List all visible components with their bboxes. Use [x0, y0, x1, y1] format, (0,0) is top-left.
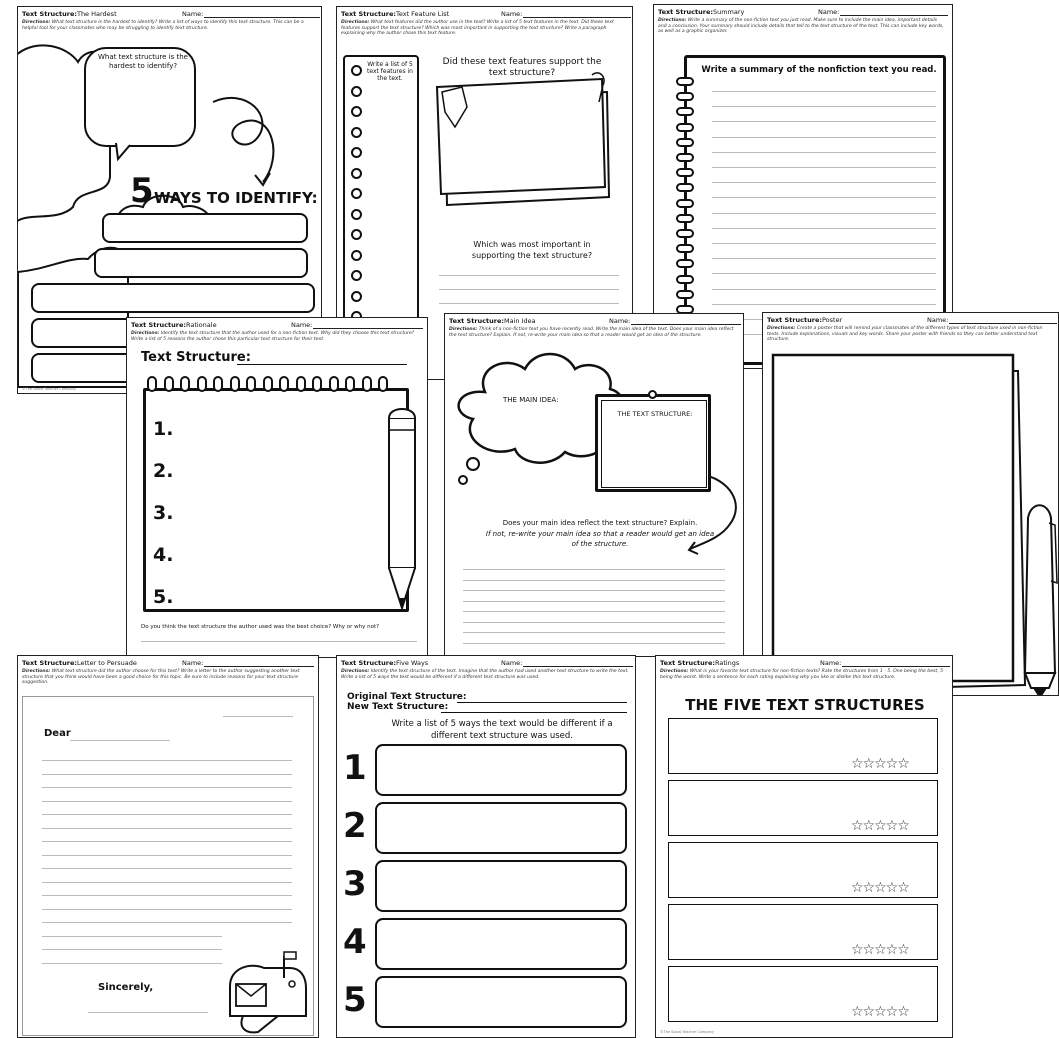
answer-line[interactable] — [439, 303, 619, 304]
directions: Directions: Write a summary of the non-fiction text you just read. Make sure to include the main idea, important details and a conclusion. Your summary should include details that tell to the text structure of the text. This can include key words, as well as a graphic organizer. — [658, 18, 944, 35]
worksheet-subtitle: Five Ways — [395, 659, 429, 667]
spiral-coil-icon — [676, 168, 694, 177]
row-number: 4 — [343, 922, 367, 962]
spiral-coil-icon — [676, 244, 694, 253]
new-structure-line[interactable] — [441, 712, 627, 713]
worksheet-header — [658, 8, 948, 16]
spiral-coil-icon — [676, 229, 694, 238]
answer-box[interactable] — [375, 744, 627, 796]
five-ways-prompt: Write a list of 5 ways the text would be different if a different text structure was used. — [391, 719, 613, 741]
directions: Directions: Think of a non-fiction text you have recently read. Write the main idea of the text. Does your main idea reflect the text structure? Explain. If not, re-write your main idea so that a reader would get an idea of the structure. — [449, 327, 734, 338]
pencil-icon — [127, 318, 428, 658]
star-rating-icon[interactable]: ☆☆☆☆☆ — [851, 942, 909, 958]
star-rating-icon[interactable]: ☆☆☆☆☆ — [851, 1004, 909, 1020]
worksheet-header — [660, 659, 948, 667]
worksheet-subtitle: Main Idea — [503, 317, 536, 325]
answer-box[interactable] — [375, 860, 627, 912]
rationale-question: Do you think the text structure the author used was the best choice? Why or why not? — [141, 624, 380, 630]
answer-line[interactable] — [463, 569, 725, 570]
summary-line[interactable] — [712, 213, 936, 214]
main-idea-question: Does your main idea reflect the text structure? Explain. — [502, 519, 698, 527]
original-structure-line[interactable] — [457, 702, 627, 703]
summary-line[interactable] — [712, 182, 936, 183]
list-number: 5. — [153, 586, 174, 608]
row-number: 5 — [343, 980, 367, 1020]
new-structure-label: New Text Structure: — [347, 702, 449, 712]
answer-line[interactable] — [439, 275, 619, 276]
spiral-coil-icon — [676, 199, 694, 208]
worksheet-subtitle: Ratings — [714, 659, 740, 667]
answer-box[interactable] — [375, 802, 627, 854]
spiral-coil-icon — [676, 92, 694, 101]
ratings-heading: THE FIVE TEXT STRUCTURES — [685, 696, 925, 714]
worksheet-subtitle: Letter to Persuade — [76, 659, 137, 667]
answer-box[interactable] — [375, 918, 627, 970]
copyright-footer: ©The Social Teacher Company — [660, 1030, 714, 1034]
spiral-coil-icon — [676, 214, 694, 223]
worksheet-title: Text Structure: — [22, 659, 77, 667]
worksheet-main-idea — [444, 313, 744, 657]
list-number: 4. — [153, 544, 174, 566]
worksheet-subtitle: Text Feature List — [395, 10, 450, 18]
text-structure-label: THE TEXT STRUCTURE: — [617, 410, 693, 418]
spiral-coil-icon — [676, 123, 694, 132]
summary-line[interactable] — [712, 197, 936, 198]
name-line[interactable] — [842, 659, 950, 667]
list-number: 3. — [153, 502, 174, 524]
worksheet-title: Text Structure: — [22, 10, 77, 18]
ways-number: 5 — [130, 171, 154, 211]
feature-question-1: Did these text features support the text structure? — [442, 57, 602, 78]
name-line[interactable] — [523, 659, 633, 667]
summary-line[interactable] — [712, 243, 936, 244]
spiral-coil-icon — [676, 77, 694, 86]
worksheet-five-ways — [336, 655, 636, 1038]
worksheet-title: Text Structure: — [660, 659, 715, 667]
letter-greeting: Dear — [44, 728, 71, 739]
summary-prompt: Write a summary of the nonfiction text you read. — [701, 65, 937, 75]
worksheet-title: Text Structure: — [341, 10, 396, 18]
copyright-footer: ©The Social Teacher Company — [22, 387, 76, 391]
worksheet-poster — [762, 312, 1059, 696]
answer-box[interactable] — [375, 976, 627, 1028]
ways-heading: WAYS TO IDENTIFY: — [154, 189, 318, 207]
directions: Directions: What text features did the author use in the text? Write a list of 5 text features in the text. Did these text features support the text structure? Which was most important in supporting the text structure? Write a paragraph explaining why the author chose this text feature. — [341, 20, 614, 37]
answer-box-3[interactable] — [31, 283, 315, 313]
star-rating-icon[interactable]: ☆☆☆☆☆ — [851, 880, 909, 896]
star-rating-icon[interactable]: ☆☆☆☆☆ — [851, 818, 909, 834]
spiral-coil-icon — [676, 183, 694, 192]
summary-line[interactable] — [712, 228, 936, 229]
directions: Directions: Identify the text structure that the author used for a non-fiction text. Why did they choose this text structure? Write a list of 5 reasons the author chose this particular text structure for their text. — [131, 331, 415, 342]
directions: Directions: What text structure did the author choose for this text? Write a letter to the author suggesting another text structure that you think would have been a good choice for this topic. Be sure to include reasons for your text structure suggestion. — [22, 669, 300, 686]
answer-box-1[interactable] — [102, 213, 308, 243]
answer-line[interactable] — [463, 580, 725, 581]
answer-line[interactable] — [439, 289, 619, 290]
original-structure-label: Original Text Structure: — [347, 692, 467, 702]
spiral-coil-icon — [676, 259, 694, 268]
directions: Directions: What text structure is the hardest to identify? Write a list of ways to identify this text structure. This can be a helpful tool for your classmates who may be struggling to identify text structure. — [22, 20, 304, 31]
summary-line[interactable] — [712, 289, 936, 290]
summary-line[interactable] — [712, 152, 936, 153]
summary-line[interactable] — [712, 273, 936, 274]
answer-line[interactable] — [463, 601, 725, 602]
feature-question-2: Which was most important in supporting the text structure? — [471, 240, 593, 260]
spiral-coil-icon — [676, 153, 694, 162]
list-number: 1. — [153, 418, 174, 440]
worksheet-title: Text Structure: — [449, 317, 504, 325]
name-label: Name: — [291, 321, 313, 329]
name-label: Name: — [501, 659, 523, 667]
summary-line[interactable] — [712, 258, 936, 259]
directions: Directions: What is your favorite text structure for non-fiction texts? Rate the structures from 1 - 5. One being the best, 5 being the worst. Write a sentence for each rating explaining why you like or dislike this text structure. — [660, 669, 944, 680]
answer-line[interactable] — [463, 590, 725, 591]
spiral-coil-icon — [676, 138, 694, 147]
answer-box-2[interactable] — [94, 248, 308, 278]
worksheet-title: Text Structure: — [131, 321, 186, 329]
directions: Directions: Create a poster that will remind your classmates of the different types of text structure used in non-fiction texts. Include explanations, visuals and key words. Share your poster with friends so they can better understand text structure. — [767, 326, 1043, 343]
name-label: Name: — [609, 317, 631, 325]
row-number: 1 — [343, 748, 367, 788]
summary-line[interactable] — [712, 167, 936, 168]
worksheet-subtitle: The Hardest — [76, 10, 117, 18]
worksheet-title: Text Structure: — [767, 316, 822, 324]
spiral-coil-icon — [676, 107, 694, 116]
name-label: Name: — [927, 316, 949, 324]
main-idea-label: THE MAIN IDEA: — [503, 396, 559, 404]
star-rating-icon[interactable]: ☆☆☆☆☆ — [851, 756, 909, 772]
answer-line[interactable] — [463, 632, 725, 633]
spiral-coil-icon — [676, 275, 694, 284]
name-label: Name: — [182, 10, 204, 18]
spiral-coil-icon — [676, 290, 694, 299]
worksheet-ratings — [655, 655, 953, 1038]
summary-line[interactable] — [712, 91, 936, 92]
worksheet-subtitle: Poster — [821, 316, 843, 324]
structure-heading: Text Structure: — [141, 350, 251, 365]
name-label: Name: — [818, 8, 840, 16]
bubble-text: What text structure is the hardest to identify? — [98, 53, 188, 70]
name-label: Name: — [820, 659, 842, 667]
pen-icon — [763, 313, 1059, 696]
worksheet-title: Text Structure: — [658, 8, 713, 16]
letter-closing: Sincerely, — [98, 982, 154, 993]
worksheet-header — [341, 659, 631, 667]
name-label: Name: — [501, 10, 523, 18]
list-prompt: Write a list of 5 text features in the text. — [367, 61, 413, 82]
row-number: 3 — [343, 864, 367, 904]
summary-line[interactable] — [712, 121, 936, 122]
worksheet-subtitle: Rationale — [185, 321, 217, 329]
worksheet-title: Text Structure: — [341, 659, 396, 667]
summary-line[interactable] — [712, 137, 936, 138]
worksheet-subtitle: Summary — [712, 8, 745, 16]
directions: Directions: Identify the text structure of the text. Imagine that the author had used another text structure to write the text. Write a list of 5 ways the text would be different if a different text structure was used. — [341, 669, 629, 680]
row-number: 2 — [343, 806, 367, 846]
answer-line[interactable] — [463, 622, 725, 623]
pushpin-icon — [648, 390, 657, 399]
answer-line[interactable] — [463, 643, 725, 644]
mailbox-icon — [18, 656, 319, 1038]
worksheet-letter-to-persuade — [17, 655, 319, 1038]
summary-line[interactable] — [712, 304, 936, 305]
answer-line[interactable] — [463, 611, 725, 612]
name-line[interactable] — [840, 8, 948, 16]
worksheet-rationale — [126, 317, 428, 658]
name-label: Name: — [182, 659, 204, 667]
list-number: 2. — [153, 460, 174, 482]
main-idea-question-italic: If not, re-write your main idea so that a reader would get an idea of the structure. — [485, 530, 715, 548]
summary-line[interactable] — [712, 106, 936, 107]
answer-line[interactable] — [141, 641, 417, 642]
